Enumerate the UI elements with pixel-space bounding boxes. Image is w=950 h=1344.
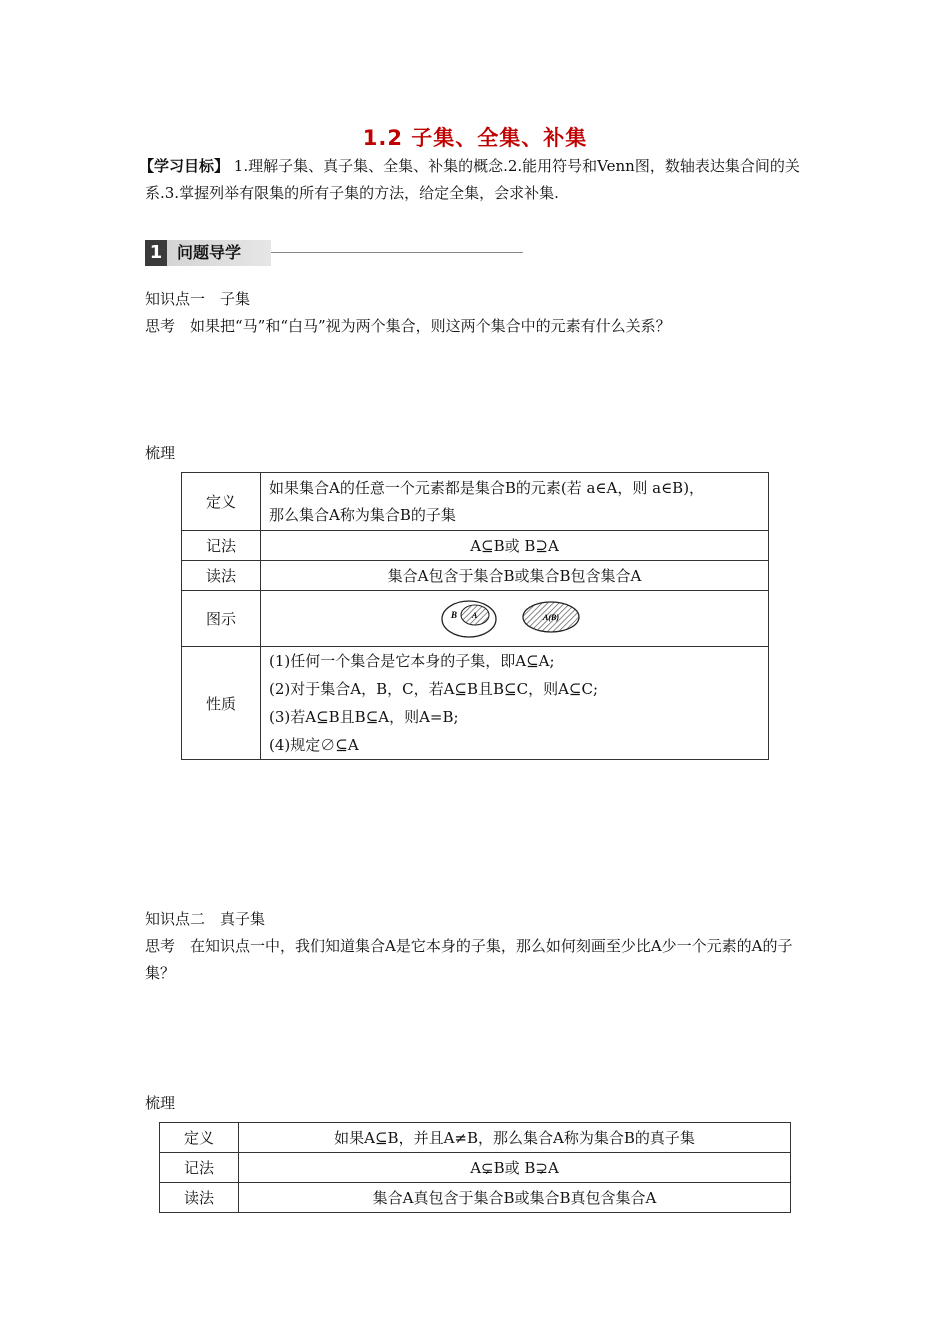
venn-left-outer-label: B bbox=[450, 609, 457, 620]
learning-goals bbox=[139, 153, 815, 207]
props-label: 性质 bbox=[182, 647, 261, 760]
notation-label: 记法 bbox=[182, 531, 261, 561]
notation-value: A⊆B或 B⊇A bbox=[261, 531, 769, 561]
def-cell bbox=[261, 473, 769, 531]
prop-item: (2)对于集合A，B，C，若A⊆B且B⊆C，则A⊆C; bbox=[269, 680, 599, 698]
prop-item: (4)规定∅⊆A bbox=[269, 736, 359, 754]
reading-value: 集合A包含于集合B或集合B包含集合A bbox=[261, 561, 769, 591]
def-label: 定义 bbox=[160, 1123, 239, 1153]
table-row bbox=[160, 1123, 791, 1153]
table-row bbox=[160, 1153, 791, 1183]
props-cell bbox=[261, 647, 769, 760]
kp1-summary: 梳理 bbox=[145, 444, 176, 462]
venn-cell bbox=[261, 591, 769, 647]
venn-right-label: A(B) bbox=[542, 612, 559, 622]
reading-label: 读法 bbox=[160, 1183, 239, 1213]
section-header bbox=[145, 240, 525, 266]
table-row bbox=[160, 1183, 791, 1213]
proper-subset-table bbox=[159, 1122, 791, 1213]
section-label: 问题导学 bbox=[167, 240, 271, 266]
diagram-label: 图示 bbox=[182, 591, 261, 647]
def-line-2: 那么集合A称为集合B的子集 bbox=[269, 505, 456, 524]
subset-table bbox=[181, 472, 769, 760]
kp2-summary: 梳理 bbox=[145, 1094, 176, 1112]
kp1-heading: 知识点一 子集 bbox=[145, 290, 251, 308]
prop-item: (3)若A⊆B且B⊆A，则A=B; bbox=[269, 708, 459, 726]
def-line-1: 如果集合A的任意一个元素都是集合B的元素(若 a∈A，则 a∈B)， bbox=[269, 478, 705, 497]
reading-value: 集合A真包含于集合B或集合B真包含集合A bbox=[239, 1183, 791, 1213]
table-row bbox=[182, 473, 769, 531]
kp2-think: 思考 在知识点一中，我们知道集合A是它本身的子集，那么如何刻画至少比A少一个元素的A的子集？ bbox=[145, 937, 793, 982]
venn-left-inner-label: A bbox=[471, 610, 477, 620]
kp1-think: 思考 如果把“马”和“白马”视为两个集合，则这两个集合中的元素有什么关系？ bbox=[145, 317, 671, 335]
learning-goals-tag: 【学习目标】 bbox=[139, 157, 230, 175]
notation-value: A⊊B或 B⊋A bbox=[239, 1153, 791, 1183]
prop-item: (1)任何一个集合是它本身的子集，即A⊆A; bbox=[269, 652, 555, 670]
section-rule bbox=[271, 252, 523, 253]
def-value: 如果A⊆B，并且A≠B，那么集合A称为集合B的真子集 bbox=[239, 1123, 791, 1153]
table-row bbox=[182, 561, 769, 591]
section-number: 1 bbox=[145, 240, 167, 266]
venn-diagram bbox=[440, 597, 590, 641]
page-title: 1.2 子集、全集、补集 bbox=[362, 126, 588, 150]
table-row bbox=[182, 647, 769, 760]
table-row bbox=[182, 591, 769, 647]
def-label: 定义 bbox=[182, 473, 261, 531]
table-row bbox=[182, 531, 769, 561]
notation-label: 记法 bbox=[160, 1153, 239, 1183]
reading-label: 读法 bbox=[182, 561, 261, 591]
learning-goals-text: 1.理解子集、真子集、全集、补集的概念.2.能用符号和Venn图，数轴表达集合间的关系.3.掌握列举有限集的所有子集的方法，给定全集，会求补集. bbox=[145, 157, 800, 202]
kp2-heading: 知识点二 真子集 bbox=[145, 910, 266, 928]
